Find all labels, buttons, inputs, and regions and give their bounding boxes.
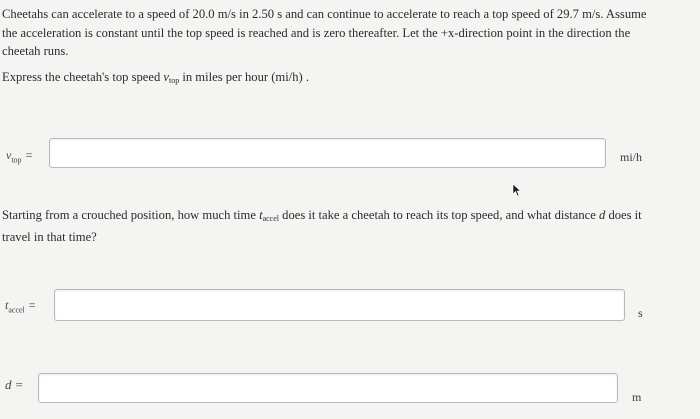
distance-label [5, 377, 23, 393]
distance-answer-input[interactable] [38, 373, 618, 403]
distance-unit-label: m [632, 390, 642, 404]
vtop-equals-sign: = [25, 148, 33, 162]
question-time-distance [2, 206, 662, 246]
vtop-label-subscript: top [11, 155, 22, 165]
taccel-unit-label: s [638, 306, 643, 320]
taccel-label [5, 298, 36, 314]
question-distance-variable: d [599, 208, 606, 222]
taccel-answer-input[interactable] [54, 289, 625, 321]
problem-statement [2, 5, 662, 61]
question-time-variable: t [259, 208, 263, 222]
vtop-unit-label: mi/h [620, 150, 643, 164]
instruction-variable-subscript: top [168, 76, 180, 85]
instruction-prefix: Express the cheetah's top speed [2, 70, 164, 84]
taccel-equals-sign: = [28, 298, 36, 312]
taccel-label-subscript: accel [8, 305, 25, 315]
vtop-answer-input[interactable] [49, 138, 606, 168]
taccel-label-variable: t [5, 298, 9, 312]
vtop-label-variable: v [6, 148, 12, 162]
vtop-label [6, 148, 32, 164]
question-suffix: does it travel in that time? [2, 208, 642, 244]
distance-equals-sign: = [15, 377, 23, 392]
question-time-subscript: accel [262, 214, 280, 223]
instruction-variable: v [163, 70, 169, 84]
distance-label-variable: d [5, 377, 12, 392]
instruction-text [2, 68, 662, 90]
question-prefix: Starting from a crouched position, how much time [2, 208, 260, 222]
problem-intro-text: Cheetahs can accelerate to a speed of 20.0 m/s in 2.50 s and can continue to accelerate to reach a top speed of 29.7 m/s. Assume the acceleration is constant until the top speed is reached and is zero thereafter. Let the +x-direction point in the direction the cheetah runs. [2, 7, 647, 58]
question-middle: does it take a cheetah to reach its top speed, and what distance [279, 208, 599, 222]
instruction-suffix: in miles per hour (mi/h) . [179, 70, 309, 84]
mouse-cursor-icon [512, 183, 522, 197]
